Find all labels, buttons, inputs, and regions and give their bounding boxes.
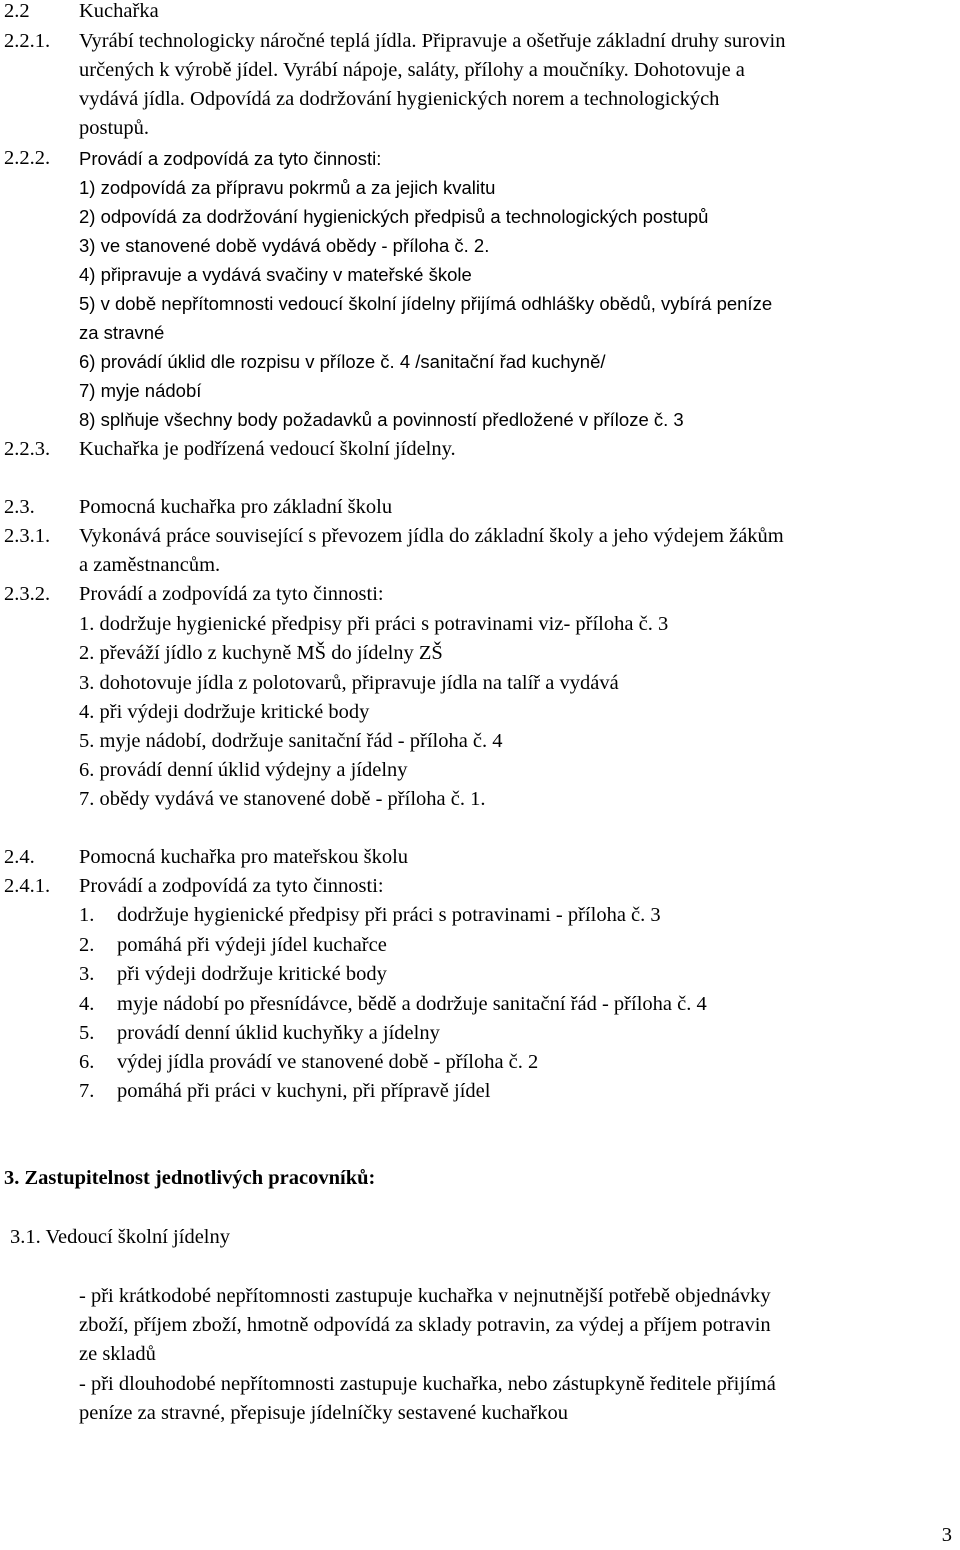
section-number: 2.2.1. xyxy=(4,30,51,52)
list-item-text: 6. provádí denní úklid výdejny a jídelny xyxy=(79,759,408,781)
paragraph-line: určených k výrobě jídel. Vyrábí nápoje, saláty, přílohy a moučníky. Dohotovuje a xyxy=(79,59,745,81)
section-title: Pomocná kuchařka pro mateřskou školu xyxy=(79,846,409,868)
list-item-text: výdej jídla provádí ve stanovené době - příloha č. 2 xyxy=(117,1051,539,1073)
paragraph-line-text: - při krátkodobé nepřítomnosti zastupuje kuchařka v nejnutnější potřebě objednávky xyxy=(79,1285,771,1307)
paragraph-line: vydává jídla. Odpovídá za dodržování hygienických norem a technologických xyxy=(79,88,720,110)
list-item-text: 2) odpovídá za dodržování hygienických předpisů a technologických postupů xyxy=(79,206,709,227)
list-item-text: za stravné xyxy=(79,322,165,343)
list-item-text: myje nádobí po přesnídávce, bědě a dodržuje sanitační řád - příloha č. 4 xyxy=(117,993,707,1015)
list-item-text: 7. obědy vydává ve stanovené době - příloha č. 1. xyxy=(79,788,486,810)
list-item-number: 2. xyxy=(79,934,95,956)
paragraph-line-text: ze skladů xyxy=(79,1343,156,1365)
section-number: 2.2.2. xyxy=(4,147,51,169)
section-title: Kuchařka xyxy=(79,0,159,22)
list-item-text: dodržuje hygienické předpisy při práci s potravinami - příloha č. 3 xyxy=(117,904,661,926)
list-item-text: 5) v době nepřítomnosti vedoucí školní jídelny přijímá odhlášky obědů, vybírá peníze xyxy=(79,293,773,314)
list-item-text: 2. převáží jídlo z kuchyně MŠ do jídelny ZŠ xyxy=(79,642,443,664)
section-number: 2.3.1. xyxy=(4,525,51,547)
list-item-number: 4. xyxy=(79,993,95,1015)
list-item-number: 6. xyxy=(79,1051,95,1073)
paragraph-line-text: zboží, příjem zboží, hmotně odpovídá za sklady potravin, za výdej a příjem potravin xyxy=(79,1314,771,1336)
list-item-text: pomáhá při práci v kuchyni, při přípravě jídel xyxy=(117,1080,491,1102)
section-number: 2.4.1. xyxy=(4,875,51,897)
list-item-text: 1. dodržuje hygienické předpisy při práci s potravinami viz- příloha č. 3 xyxy=(79,613,669,635)
paragraph-line: a zaměstnancům. xyxy=(79,554,221,576)
list-lead: Provádí a zodpovídá za tyto činnosti: xyxy=(79,148,382,169)
list-item-number: 7. xyxy=(79,1080,95,1102)
list-item-text: pomáhá při výdeji jídel kuchařce xyxy=(117,934,387,956)
list-item-text: 4. při výdeji dodržuje kritické body xyxy=(79,701,370,723)
section-heading-3: 3. Zastupitelnost jednotlivých pracovníků: xyxy=(4,1167,376,1189)
list-item-text: 4) připravuje a vydává svačiny v mateřské škole xyxy=(79,264,472,285)
list-item-text: při výdeji dodržuje kritické body xyxy=(117,963,387,985)
list-item-text: provádí denní úklid kuchyňky a jídelny xyxy=(117,1022,440,1044)
list-item-text: 1) zodpovídá za přípravu pokrmů a za jejich kvalitu xyxy=(79,177,496,198)
paragraph-line: postupů. xyxy=(79,117,150,139)
paragraph-line-text: peníze za stravné, přepisuje jídelníčky sestavené kuchařkou xyxy=(79,1402,568,1424)
list-item-number: 1. xyxy=(79,904,95,926)
section-number: 2.3.2. xyxy=(4,583,51,605)
section-number: 2.3. xyxy=(4,496,35,518)
list-item-text: 7) myje nádobí xyxy=(79,380,202,401)
section-heading-3-1: 3.1. Vedoucí školní jídelny xyxy=(10,1226,230,1248)
list-item-text: 8) splňuje všechny body požadavků a povinností předložené v příloze č. 3 xyxy=(79,409,684,430)
list-item-number: 3. xyxy=(79,963,95,985)
list-item-text: 3. dohotovuje jídla z polotovarů, připravuje jídla na talíř a vydává xyxy=(79,672,619,694)
list-lead: Provádí a zodpovídá za tyto činnosti: xyxy=(79,583,384,605)
page-number: 3 xyxy=(941,1524,952,1546)
paragraph-line: Vyrábí technologicky náročné teplá jídla. Připravuje a ošetřuje základní druhy surovin xyxy=(79,30,786,52)
paragraph-line: Vykonává práce související s převozem jídla do základní školy a jeho výdejem žákům xyxy=(79,525,784,547)
paragraph-line: Kuchařka je podřízená vedoucí školní jídelny. xyxy=(79,438,456,460)
list-item-text: 3) ve stanovené době vydává obědy - příloha č. 2. xyxy=(79,235,490,256)
section-number: 2.2.3. xyxy=(4,438,51,460)
section-title: Pomocná kuchařka pro základní školu xyxy=(79,496,393,518)
list-item-text: 5. myje nádobí, dodržuje sanitační řád - příloha č. 4 xyxy=(79,730,503,752)
paragraph-line-text: - při dlouhodobé nepřítomnosti zastupuje kuchařka, nebo zástupkyně ředitele přijímá xyxy=(79,1373,776,1395)
list-item-text: 6) provádí úklid dle rozpisu v příloze č. 4 /sanitační řad kuchyně/ xyxy=(79,351,606,372)
list-item-number: 5. xyxy=(79,1022,95,1044)
section-number: 2.4. xyxy=(4,846,35,868)
section-number: 2.2 xyxy=(4,0,30,22)
list-lead: Provádí a zodpovídá za tyto činnosti: xyxy=(79,875,384,897)
